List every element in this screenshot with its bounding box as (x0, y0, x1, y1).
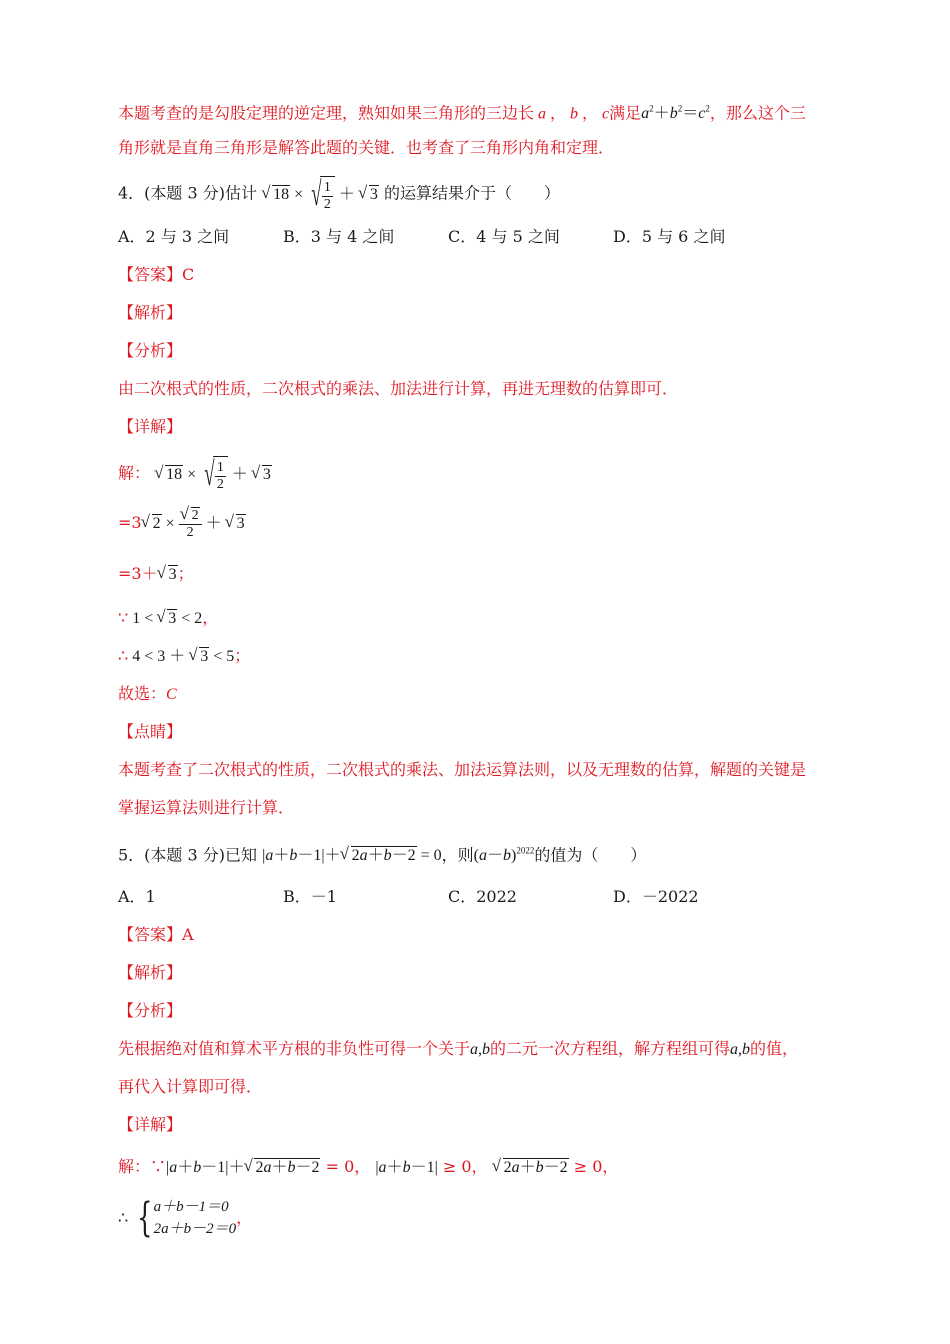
q4-jiexi: 【解析】 (118, 303, 183, 322)
q4-prefix: 4．(本题 3 分)估计 (118, 183, 258, 203)
q5-fenxi: 【分析】 (118, 1001, 183, 1020)
q5-solution-line-1: 解：∵|a＋b－1|＋√ 2a＋b－2 = 0， |a＋b－1| ≥ 0， √ 2a＋b－2 ≥ 0， (118, 1156, 618, 1179)
q4-fenxi-text: 由二次根式的性质，二次根式的乘法、加法进行计算，再进无理数的估算即可． (118, 379, 679, 398)
q4-expression: √ 18 × √ $\frac{1}{2}$ ＋ √ 3 (262, 186, 379, 203)
q4-stem (118, 176, 560, 214)
q4-option-c[interactable]: C．4 与 5 之间 (448, 227, 560, 246)
q5-fenxi-line-2: 再代入计算即可得． (118, 1077, 263, 1096)
q5-option-d[interactable]: D．－2022 (613, 887, 699, 906)
q5-expression: |a＋b－1|＋√ 2a＋b－2 = 0 (262, 847, 442, 864)
q4-answer: 【答案】C (118, 265, 195, 284)
q4-option-b[interactable]: B．3 与 4 之间 (283, 227, 395, 246)
q4-solution-line-1: 解： √ 18 × √ $\frac{1}{2}$ ＋ √ 3 (118, 456, 272, 494)
q5-xiangjie: 【详解】 (118, 1115, 183, 1134)
q4-solution-line-5: ∴ 4 < 3 ＋ √ 3 < 5； (118, 645, 250, 668)
q4-solution-line-3: =3＋√ 3； (118, 563, 194, 586)
q4-option-a[interactable]: A．2 与 3 之间 (118, 227, 230, 246)
q4-option-d[interactable]: D．5 与 6 之间 (613, 227, 726, 246)
q4-dianjing-line-1: 本题考查了二次根式的性质，二次根式的乘法、加法运算法则，以及无理数的估算，解题的关键是 (118, 760, 807, 779)
q4-dianjing: 【点睛】 (118, 722, 183, 741)
q5-answer: 【答案】A (118, 925, 194, 944)
intro-line-1: 本题考查的是勾股定理的逆定理，熟知如果三角形的三边长 a ， b ， c满足$a^2+b^2=c^2$，那么这个三 (118, 103, 806, 123)
intro-text-b: 满足 (609, 103, 642, 123)
q4-solution-line-2: =3√ 2 × √ $\frac{2}{2}$ ＋ √ 3 (118, 508, 246, 541)
q4-guxuan: 故选：C (118, 684, 177, 703)
q5-system-row-1: a＋b－1＝0 (153, 1199, 229, 1215)
q5-option-a[interactable]: A．1 (118, 887, 156, 906)
q5-option-b[interactable]: B．－1 (283, 887, 337, 906)
q5-system: ∴ { a＋b－1＝0 2a＋b－2＝0 ， (118, 1195, 253, 1241)
intro-text-c: ，那么这个三 (709, 103, 806, 123)
q5-stem: 5．(本题 3 分)已知 |a＋b－1|＋√ 2a＋b－2 = 0，则$(a-b)^{2022}$的值为（ ） (118, 840, 646, 867)
q5-option-c[interactable]: C．2022 (448, 887, 517, 906)
intro-text-a: 本题考查的是勾股定理的逆定理，熟知如果三角形的三边长 (118, 103, 535, 123)
q5-jiexi: 【解析】 (118, 963, 183, 982)
q4-solution-line-4: ∵ 1 < √ 3 < 2， (118, 607, 218, 630)
q4-xiangjie: 【详解】 (118, 417, 183, 436)
q4-dianjing-line-2: 掌握运算法则进行计算． (118, 798, 295, 817)
q4-fenxi: 【分析】 (118, 341, 183, 360)
q4-suffix: 的运算结果介于（ ） (383, 183, 560, 203)
q5-system-row-2: 2a＋b－2＝0 (153, 1221, 237, 1237)
q5-fenxi-line-1: 先根据绝对值和算术平方根的非负性可得一个关于a,b的二元一次方程组，解方程组可得a,b的值， (118, 1039, 799, 1058)
intro-line-2: 角形就是直角三角形是解答此题的关键．也考查了三角形内角和定理． (118, 138, 615, 157)
